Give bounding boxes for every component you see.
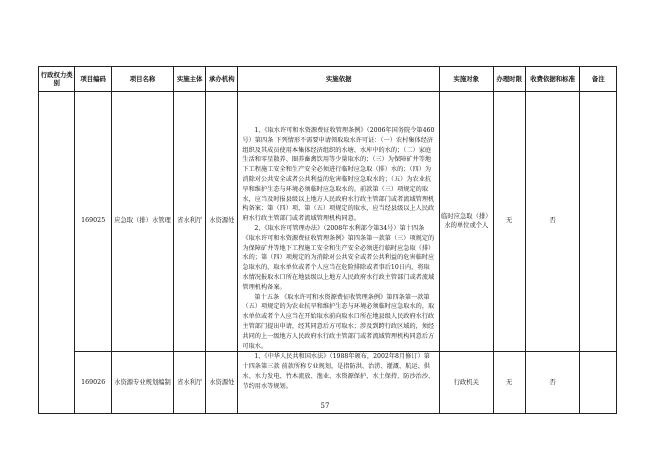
target-cell: 临时应急取（排）水的单位或个人: [440, 92, 494, 352]
header-category: 行政权力类别: [39, 67, 75, 92]
basis-paragraph: 2、《取水许可管理办法》（2008年水利部令第34号）第十四条 《取水许可和水资源费征收管理条例》第四条第一款第（三）项规定的为保障矿井等地下工程施工安全和生产安全必须进行临时应急取（排）水的；第（四）项规定的为消除对公共安全或者公共利益的危害临时应急取水的，取水单位或者个人应当在危险排除或者事后10日内，将取水情况报取水口所在地县级以上地方人民政府水行政主管部门或者流域管理机构备案。: [242, 224, 435, 291]
name-cell: 水资源专业规划编制: [111, 352, 173, 414]
note-cell: [580, 92, 617, 352]
header-subject: 实施主体: [174, 67, 206, 92]
header-note: 备注: [580, 67, 617, 92]
table-row: [39, 92, 617, 352]
header-target: 实施对象: [440, 67, 494, 92]
fee-cell: 否: [525, 92, 580, 352]
basis-paragraph: 1、《取水许可和水资源费征收管理条例》（2006年国务院令第460号）第四条 下列情形不需要申请领取取水许可证：（一）农村集体经济组织及其成员使用本集体经济组织的水塘、水库中的水的；（二）家庭生活和零星散养、圈养畜禽饮用等少量取水的；（三）为保障矿井等地下工程施工安全和生产安全必须进行临时应急取（排）水的；（四）为消除对公共安全或者公共利益的危害临时应急取水的；（五）为农业抗旱和维护生态与环境必须临时应急取水的。前款第（三）项规定的取水，应当及时报县级以上地方人民政府水行政主管部门或者流域管理机构备案；第（四）项、第（五）项规定的取水，应当经县级以上人民政府水行政主管部门或者流域管理机构同意。: [242, 127, 435, 223]
time-cell: 无: [493, 352, 525, 414]
header-fee: 收费依据和标准: [525, 67, 580, 92]
name-cell: 应急取（排）水管理: [111, 92, 173, 352]
header-name: 项目名称: [111, 67, 173, 92]
power-list-table: [38, 66, 617, 414]
agency-cell: 水资源处: [206, 92, 238, 352]
basis-paragraph: 第十五条 《取水许可和水资源费征收管理条例》第四条第一款第（五）项规定的为农业抗旱和维护生态与环境必须临时应急取水的，取水单位或者个人应当在开始取水前向取水口所在地县级人民政府水行政主管部门提出申请，经其同意后方可取水；涉及到跨行政区域的，须经共同的上一级地方人民政府水行政主管部门或者流域管理机构同意后方可取水。: [242, 293, 435, 350]
header-row: [39, 67, 617, 92]
code-cell: 169025: [75, 92, 111, 352]
basis-cell: [238, 92, 440, 352]
header-time: 办理时限: [493, 67, 525, 92]
category-cell: [39, 92, 75, 414]
time-cell: 无: [493, 92, 525, 352]
header-basis: 实施依据: [238, 67, 440, 92]
target-cell: 行政机关: [440, 352, 494, 414]
code-cell: 169026: [75, 352, 111, 414]
header-agency: 承办机构: [206, 67, 238, 92]
agency-cell: 水资源处: [206, 352, 238, 414]
fee-cell: 否: [525, 352, 580, 414]
subject-cell: 省水利厅: [174, 92, 206, 352]
basis-paragraph: 1、《中华人民共和国水法》（1988年颁布，2002年8月修订）第十四条第三款 前款所称专业规划，是指防洪、治涝、灌溉、航运、供水、水力发电、竹木流放、渔业、水资源保护、水土保持、防沙治沙、节约用水等规划。: [242, 353, 435, 390]
page-number: 57: [320, 402, 330, 410]
subject-cell: 省水利厅: [174, 352, 206, 414]
header-code: 项目编码: [75, 67, 111, 92]
